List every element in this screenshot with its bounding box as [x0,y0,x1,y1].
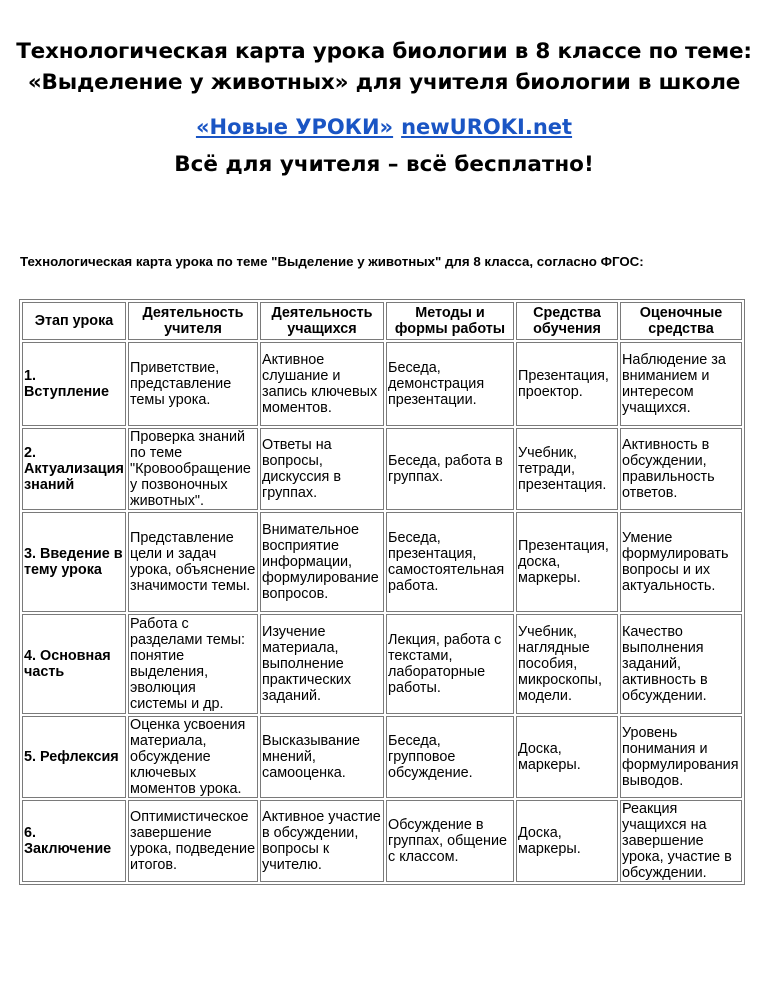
page-header [0,36,768,180]
teacher-activity-cell: Представление цели и задач урока, объяснение значимости темы. [128,512,258,612]
stage-cell: 2. Актуализация знаний [22,428,126,510]
methods-cell: Лекция, работа с текстами, лабораторные работы. [386,614,514,714]
tools-cell: Доска, маркеры. [516,800,618,882]
header-methods: Методы и формы работы [386,302,514,340]
tools-cell: Учебник, тетради, презентация. [516,428,618,510]
teacher-activity-cell: Работа с разделами темы: понятие выделения, эволюция системы и др. [128,614,258,714]
table-row [22,800,742,882]
header-stage: Этап урока [22,302,126,340]
site-links [0,112,768,142]
tools-cell: Презентация, доска, маркеры. [516,512,618,612]
stage-cell: 1. Вступление [22,342,126,426]
teacher-activity-cell: Оптимистическое завершение урока, подведение итогов. [128,800,258,882]
table-row [22,342,742,426]
methods-cell: Беседа, презентация, самостоятельная работа. [386,512,514,612]
tools-cell: Учебник, наглядные пособия, микроскопы, модели. [516,614,618,714]
assessment-cell: Реакция учащихся на завершение урока, участие в обсуждении. [620,800,742,882]
stage-cell: 5. Рефлексия [22,716,126,798]
header-assessment: Оценочные средства [620,302,742,340]
assessment-cell: Наблюдение за вниманием и интересом учащихся. [620,342,742,426]
student-activity-cell: Активное слушание и запись ключевых моментов. [260,342,384,426]
stage-cell: 4. Основная часть [22,614,126,714]
slogan: Всё для учителя – всё бесплатно! [174,152,594,177]
table-row [22,716,742,798]
table-header-row [22,302,742,340]
table-row [22,428,742,510]
student-activity-cell: Активное участие в обсуждении, вопросы к учителю. [260,800,384,882]
table-row [22,512,742,612]
intro-text: Технологическая карта урока по теме "Выделение у животных" для 8 класса, согласно ФГОС: [20,254,644,269]
student-activity-cell: Изучение материала, выполнение практических заданий. [260,614,384,714]
methods-cell: Беседа, демонстрация презентации. [386,342,514,426]
table-row [22,614,742,714]
site-url-link[interactable]: newUROKI.net [401,115,573,139]
tools-cell: Доска, маркеры. [516,716,618,798]
assessment-cell: Активность в обсуждении, правильность ответов. [620,428,742,510]
lesson-plan-table [19,299,745,885]
methods-cell: Обсуждение в группах, общение с классом. [386,800,514,882]
page-title: Технологическая карта урока биологии в 8 классе по теме: «Выделение у животных» для учителя биологии в школе [16,39,752,95]
assessment-cell: Качество выполнения заданий, активность в обсуждении. [620,614,742,714]
methods-cell: Беседа, групповое обсуждение. [386,716,514,798]
teacher-activity-cell: Приветствие, представление темы урока. [128,342,258,426]
stage-cell: 6. Заключение [22,800,126,882]
methods-cell: Беседа, работа в группах. [386,428,514,510]
assessment-cell: Уровень понимания и формулирования выводов. [620,716,742,798]
header-tools: Средства обучения [516,302,618,340]
student-activity-cell: Ответы на вопросы, дискуссия в группах. [260,428,384,510]
tools-cell: Презентация, проектор. [516,342,618,426]
site-name-link[interactable]: «Новые УРОКИ» [195,115,394,139]
student-activity-cell: Внимательное восприятие информации, формулирование вопросов. [260,512,384,612]
stage-cell: 3. Введение в тему урока [22,512,126,612]
header-student-activity: Деятельность учащихся [260,302,384,340]
teacher-activity-cell: Оценка усвоения материала, обсуждение ключевых моментов урока. [128,716,258,798]
teacher-activity-cell: Проверка знаний по теме "Кровообращение у позвоночных животных". [128,428,258,510]
assessment-cell: Умение формулировать вопросы и их актуальность. [620,512,742,612]
student-activity-cell: Высказывание мнений, самооценка. [260,716,384,798]
header-teacher-activity: Деятельность учителя [128,302,258,340]
